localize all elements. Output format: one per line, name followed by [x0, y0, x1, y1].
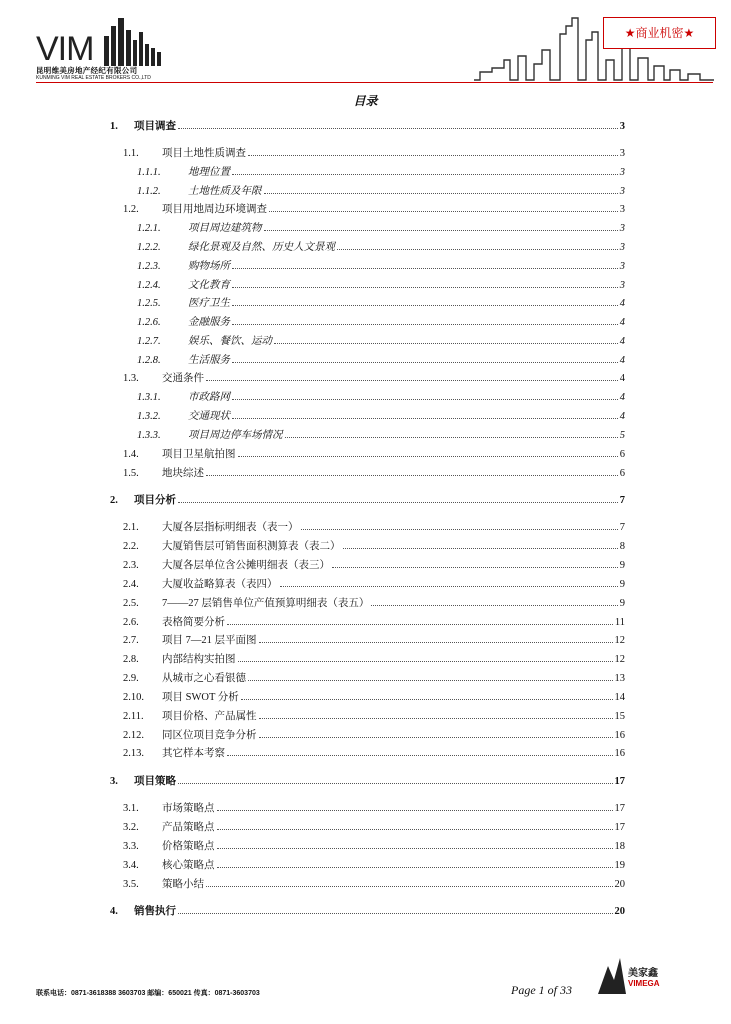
toc-entry[interactable] — [123, 576, 625, 590]
toc-title: 目录 — [353, 94, 378, 108]
toc-entry-number: 2.8. — [123, 654, 139, 665]
toc-entry-number: 2. — [110, 495, 118, 506]
toc-entry-number: 3.1. — [123, 803, 139, 814]
toc-entry-number: 3.4. — [123, 860, 139, 871]
toc-entry[interactable] — [137, 333, 625, 347]
logo-wordmark: VIM — [36, 30, 94, 68]
toc-entry-page: 6 — [619, 449, 625, 460]
toc-entry-title: 价格策略点 — [162, 841, 215, 852]
toc-entry[interactable] — [123, 538, 625, 552]
toc-entry-page: 12 — [614, 635, 625, 646]
toc-entry-page: 3 — [619, 186, 625, 197]
toc-entry[interactable] — [123, 689, 625, 703]
toc-dot-leader — [264, 193, 618, 194]
toc-dot-leader — [217, 829, 613, 830]
toc-entry-page: 12 — [614, 654, 625, 665]
toc-entry-number: 2.2. — [123, 541, 139, 552]
toc-entry-page: 18 — [614, 841, 625, 852]
toc-entry[interactable] — [137, 183, 625, 197]
toc-entry[interactable] — [123, 557, 625, 571]
toc-dot-leader — [206, 475, 618, 476]
toc-entry-page: 15 — [614, 711, 625, 722]
toc-entry-number: 1.3.2. — [137, 411, 161, 422]
toc-entry[interactable] — [137, 239, 625, 253]
toc-entry-title: 同区位项目竞争分析 — [162, 730, 257, 741]
toc-entry-page: 17 — [614, 803, 625, 814]
toc-dot-leader — [232, 174, 618, 175]
toc-entry[interactable] — [123, 614, 625, 628]
toc-entry-page: 4 — [619, 336, 625, 347]
page-number: Page 1 of 33 — [511, 983, 572, 997]
toc-entry-title: 金融服务 — [188, 317, 230, 328]
toc-entry-page: 14 — [614, 692, 625, 703]
toc-dot-leader — [232, 268, 618, 269]
toc-entry-number: 3.5. — [123, 879, 139, 890]
toc-entry-page: 16 — [614, 748, 625, 759]
toc-entry[interactable] — [123, 651, 625, 665]
toc-entry-number: 3.3. — [123, 841, 139, 852]
toc-entry-title: 项目用地周边环境调查 — [162, 204, 267, 215]
vimega-logo — [594, 954, 674, 998]
toc-entry-page: 9 — [619, 598, 625, 609]
toc-dot-leader — [248, 155, 618, 156]
company-logo — [36, 18, 166, 82]
toc-dot-leader — [238, 661, 613, 662]
toc-entry-title: 医疗卫生 — [188, 298, 230, 309]
toc-entry-title: 市政路网 — [188, 392, 230, 403]
toc-entry-page: 13 — [614, 673, 625, 684]
toc-dot-leader — [217, 848, 613, 849]
toc-dot-leader — [274, 343, 618, 344]
company-name-en: KUNMING VIM REAL ESTATE BROKERS CO.,LTD — [36, 75, 151, 81]
toc-entry-number: 1.2.4. — [137, 280, 161, 291]
toc-entry-number: 3.2. — [123, 822, 139, 833]
toc-entry-page: 4 — [619, 411, 625, 422]
toc-entry-title: 7——27 层销售单位产值预算明细表（表五） — [162, 598, 370, 609]
toc-entry-title: 大厦销售层可销售面积测算表（表二） — [162, 541, 341, 552]
toc-dot-leader — [332, 567, 618, 568]
toc-entry-page: 7 — [619, 522, 625, 533]
toc-entry[interactable] — [137, 277, 625, 291]
company-name-cn: 昆明维美房地产经纪有限公司 — [36, 66, 138, 75]
toc-entry-page: 20 — [614, 906, 625, 917]
toc-dot-leader — [232, 287, 618, 288]
toc-entry-page: 16 — [614, 730, 625, 741]
toc-entry-number: 1.2.8. — [137, 355, 161, 366]
toc-entry[interactable] — [123, 819, 625, 833]
toc-entry-page: 4 — [619, 373, 625, 384]
toc-dot-leader — [232, 324, 618, 325]
toc-entry[interactable] — [137, 220, 625, 234]
toc-entry-number: 1.2.2. — [137, 242, 161, 253]
toc-entry-title: 核心策略点 — [162, 860, 215, 871]
toc-entry-title: 交通现状 — [188, 411, 230, 422]
toc-dot-leader — [337, 249, 618, 250]
toc-dot-leader — [217, 867, 613, 868]
toc-entry-title: 文化教育 — [188, 280, 230, 291]
toc-entry-page: 7 — [619, 495, 625, 506]
toc-entry-title: 项目周边停车场情况 — [188, 430, 283, 441]
toc-entry-page: 3 — [619, 280, 625, 291]
toc-entry-number: 1.1.1. — [137, 167, 161, 178]
toc-entry-number: 2.12. — [123, 730, 144, 741]
toc-entry[interactable] — [137, 164, 625, 178]
toc-entry[interactable] — [123, 800, 625, 814]
toc-entry-page: 3 — [619, 148, 625, 159]
toc-entry-number: 2.10. — [123, 692, 144, 703]
toc-entry-page: 17 — [614, 776, 625, 787]
toc-entry-number: 1.1.2. — [137, 186, 161, 197]
toc-dot-leader — [232, 305, 618, 306]
toc-entry-title: 市场策略点 — [162, 803, 215, 814]
toc-entry[interactable] — [123, 670, 625, 684]
toc-entry-page: 4 — [619, 298, 625, 309]
toc-entry[interactable] — [123, 519, 625, 533]
toc-entry-number: 1.2.1. — [137, 223, 161, 234]
toc-dot-leader — [280, 586, 618, 587]
toc-entry[interactable] — [110, 903, 625, 917]
toc-entry[interactable] — [123, 838, 625, 852]
toc-entry-page: 3 — [619, 261, 625, 272]
vimega-logo-en: VIMEGA — [628, 979, 660, 988]
toc-entry-title: 项目策略 — [134, 776, 176, 787]
toc-entry-title: 地理位置 — [188, 167, 230, 178]
toc-entry[interactable] — [137, 258, 625, 272]
toc-entry[interactable] — [137, 427, 625, 441]
toc-entry-page: 9 — [619, 579, 625, 590]
toc-entry-title: 娱乐、餐饮、运动 — [188, 336, 272, 347]
toc-entry-title: 项目 7—21 层平面图 — [162, 635, 257, 646]
toc-entry[interactable] — [110, 773, 625, 787]
toc-entry-page: 19 — [614, 860, 625, 871]
toc-entry[interactable] — [123, 857, 625, 871]
toc-entry-number: 2.3. — [123, 560, 139, 571]
toc-entry-page: 5 — [619, 430, 625, 441]
toc-entry-page: 4 — [619, 355, 625, 366]
toc-entry-title: 项目周边建筑物 — [188, 223, 262, 234]
toc-dot-leader — [238, 456, 618, 457]
toc-entry-title: 地块综述 — [162, 468, 204, 479]
toc-entry[interactable] — [123, 595, 625, 609]
toc-entry[interactable] — [123, 708, 625, 722]
toc-dot-leader — [259, 642, 613, 643]
toc-entry-number: 2.1. — [123, 522, 139, 533]
toc-entry-page: 11 — [614, 617, 625, 628]
toc-entry-page: 8 — [619, 541, 625, 552]
toc-entry-title: 其它样本考察 — [162, 748, 225, 759]
toc-entry[interactable] — [123, 145, 625, 159]
toc-entry-number: 1.4. — [123, 449, 139, 460]
toc-dot-leader — [264, 230, 618, 231]
toc-entry[interactable] — [123, 632, 625, 646]
toc-entry-number: 2.6. — [123, 617, 139, 628]
toc-entry-page: 4 — [619, 317, 625, 328]
toc-entry-number: 1. — [110, 121, 118, 132]
toc-entry-number: 1.2. — [123, 204, 139, 215]
toc-entry-title: 绿化景观及自然、历史人文景观 — [188, 242, 335, 253]
toc-entry-title: 内部结构实拍图 — [162, 654, 236, 665]
toc-entry-title: 项目调查 — [134, 121, 176, 132]
toc-entry-title: 表格简要分析 — [162, 617, 225, 628]
toc-entry-page: 3 — [619, 204, 625, 215]
toc-dot-leader — [371, 605, 617, 606]
toc-dot-leader — [241, 699, 613, 700]
toc-entry[interactable] — [123, 370, 625, 384]
toc-entry-number: 1.2.6. — [137, 317, 161, 328]
toc-entry-title: 交通条件 — [162, 373, 204, 384]
toc-entry-title: 大厦收益略算表（表四） — [162, 579, 278, 590]
toc-dot-leader — [178, 502, 618, 503]
toc-entry-page: 6 — [619, 468, 625, 479]
toc-entry-title: 项目分析 — [134, 495, 176, 506]
toc-entry[interactable] — [123, 745, 625, 759]
toc-entry[interactable] — [137, 295, 625, 309]
toc-dot-leader — [206, 380, 618, 381]
toc-entry-title: 土地性质及年限 — [188, 186, 262, 197]
toc-entry-number: 1.2.5. — [137, 298, 161, 309]
toc-entry-number: 1.3.1. — [137, 392, 161, 403]
toc-dot-leader — [285, 437, 618, 438]
toc-entry-page: 17 — [614, 822, 625, 833]
toc-entry[interactable] — [123, 446, 625, 460]
toc-entry[interactable] — [137, 314, 625, 328]
toc-entry[interactable] — [123, 876, 625, 890]
toc-entry-title: 项目价格、产品属性 — [162, 711, 257, 722]
toc-entry-number: 2.5. — [123, 598, 139, 609]
toc-entry-number: 1.5. — [123, 468, 139, 479]
toc-entry-title: 项目卫星航拍图 — [162, 449, 236, 460]
toc-entry-number: 1.3.3. — [137, 430, 161, 441]
toc-entry-title: 项目土地性质调查 — [162, 148, 246, 159]
toc-entry-title: 大厦各层指标明细表（表一） — [162, 522, 299, 533]
toc-dot-leader — [178, 913, 613, 914]
toc-entry-number: 1.3. — [123, 373, 139, 384]
toc-dot-leader — [206, 886, 613, 887]
toc-dot-leader — [232, 362, 618, 363]
toc-dot-leader — [217, 810, 613, 811]
toc-entry[interactable] — [137, 352, 625, 366]
toc-dot-leader — [178, 783, 613, 784]
toc-entry-title: 生活服务 — [188, 355, 230, 366]
toc-entry[interactable] — [123, 465, 625, 479]
toc-dot-leader — [343, 548, 618, 549]
toc-dot-leader — [301, 529, 618, 530]
toc-entry-title: 从城市之心看银德 — [162, 673, 246, 684]
confidential-stamp: ★商业机密★ — [603, 17, 716, 49]
toc-entry-title: 销售执行 — [134, 906, 176, 917]
toc-entry-title: 策略小结 — [162, 879, 204, 890]
toc-entry-page: 20 — [614, 879, 625, 890]
toc-dot-leader — [232, 418, 618, 419]
toc-dot-leader — [178, 128, 618, 129]
toc-entry[interactable] — [123, 201, 625, 215]
toc-dot-leader — [269, 211, 618, 212]
toc-entry-title: 购物场所 — [188, 261, 230, 272]
toc-dot-leader — [227, 755, 613, 756]
toc-dot-leader — [227, 624, 613, 625]
toc-dot-leader — [232, 399, 618, 400]
header-divider — [36, 82, 713, 83]
toc-entry-page: 9 — [619, 560, 625, 571]
toc-entry-page: 3 — [619, 242, 625, 253]
toc-entry-number: 1.1. — [123, 148, 139, 159]
toc-entry-number: 3. — [110, 776, 118, 787]
toc-entry-title: 项目 SWOT 分析 — [162, 692, 239, 703]
toc-entry[interactable] — [123, 727, 625, 741]
logo-buildings-icon — [102, 18, 162, 66]
toc-entry-number: 1.2.7. — [137, 336, 161, 347]
toc-entry-number: 2.4. — [123, 579, 139, 590]
toc-entry-title: 大厦各层单位含公摊明细表（表三） — [162, 560, 330, 571]
toc-entry[interactable] — [110, 118, 625, 132]
footer-contact: 联系电话：0871-3618388 3603703 邮编：650021 传真：0871-3603703 — [36, 990, 260, 997]
toc-entry-page: 3 — [619, 167, 625, 178]
toc-entry-number: 1.2.3. — [137, 261, 161, 272]
toc-dot-leader — [259, 737, 613, 738]
toc-entry-title: 产品策略点 — [162, 822, 215, 833]
vimega-logo-cn: 美家鑫 — [628, 968, 658, 979]
toc-entry-number: 2.9. — [123, 673, 139, 684]
toc-entry-number: 2.11. — [123, 711, 144, 722]
toc-entry[interactable] — [137, 408, 625, 422]
toc-entry[interactable] — [137, 389, 625, 403]
toc-dot-leader — [248, 680, 613, 681]
toc-entry-page: 4 — [619, 392, 625, 403]
toc-entry[interactable] — [110, 492, 625, 506]
toc-entry-page: 3 — [619, 121, 625, 132]
toc-entry-number: 2.13. — [123, 748, 144, 759]
toc-entry-number: 2.7. — [123, 635, 139, 646]
toc-entry-number: 4. — [110, 906, 118, 917]
toc-dot-leader — [259, 718, 613, 719]
toc-entry-page: 3 — [619, 223, 625, 234]
